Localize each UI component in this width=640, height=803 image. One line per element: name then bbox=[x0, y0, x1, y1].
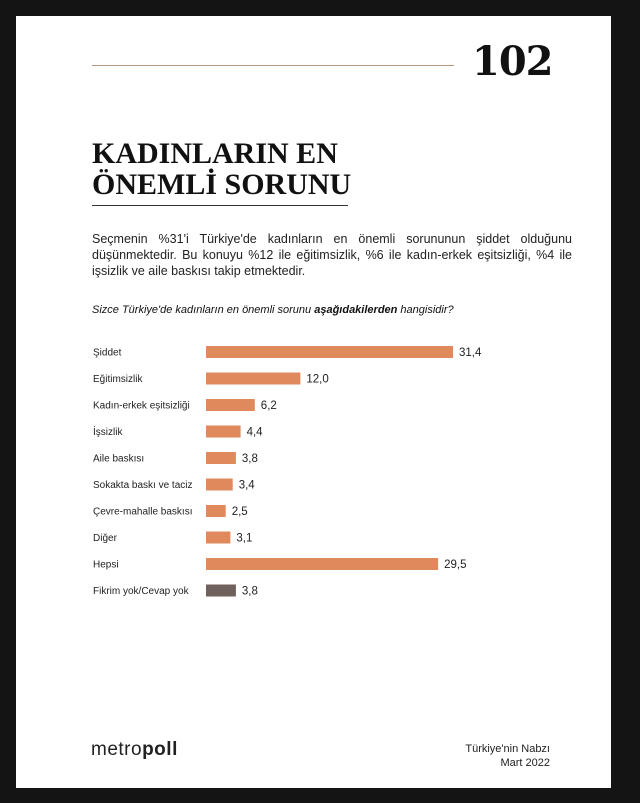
section-title-line-1: KADINLARIN EN bbox=[92, 137, 338, 170]
bar bbox=[206, 479, 233, 491]
value-label: 2,5 bbox=[231, 506, 248, 518]
source-date: Mart 2022 bbox=[500, 757, 550, 769]
bar bbox=[206, 585, 236, 597]
bar bbox=[206, 558, 438, 570]
value-label: 3,4 bbox=[238, 479, 255, 492]
bar bbox=[206, 532, 230, 544]
intro-paragraph: Seçmenin %31'i Türkiye'de kadınların en önemli sorununun şiddet olduğunu düşünmektedir. Bu konuyu %12 ile eğitimsizlik, %6 ile kadın-erkek eşitsizliği, %4 ile işsizlik ve aile baskısı takip etmektedir. bbox=[92, 232, 572, 278]
category-label: Sokakta baskı ve taciz bbox=[93, 480, 193, 491]
category-label: Eğitimsizlik bbox=[93, 374, 143, 385]
category-label: Hepsi bbox=[93, 559, 119, 571]
source-note bbox=[465, 742, 550, 770]
question-text-end: hangisidir? bbox=[397, 304, 454, 316]
question-text-start: Sizce Türkiye'de kadınların en önemli sorunu bbox=[92, 304, 315, 316]
bar bbox=[206, 452, 236, 464]
category-label: İşsizlik bbox=[93, 427, 123, 438]
value-label: 29,5 bbox=[444, 559, 467, 571]
bar bbox=[206, 505, 226, 517]
page-number: 102 bbox=[472, 38, 553, 85]
source-title: Türkiye'nin Nabzı bbox=[465, 743, 550, 755]
value-label: 6,2 bbox=[260, 400, 277, 412]
question-text-bold: aşağıdakilerden bbox=[314, 304, 398, 316]
category-label: Diğer bbox=[93, 533, 117, 544]
brand-bold-text: poll bbox=[142, 739, 178, 760]
value-label: 4,4 bbox=[246, 426, 263, 439]
bar bbox=[206, 373, 300, 385]
value-label: 3,8 bbox=[241, 453, 258, 465]
category-label: Aile baskısı bbox=[93, 453, 145, 465]
metropoll-logo bbox=[91, 739, 178, 761]
category-label: Fikrim yok/Cevap yok bbox=[93, 586, 189, 597]
bar bbox=[206, 346, 453, 358]
value-label: 31,4 bbox=[459, 347, 482, 359]
bar bbox=[206, 426, 241, 438]
brand-light-text: metro bbox=[91, 739, 143, 760]
value-label: 3,8 bbox=[241, 585, 258, 598]
bar bbox=[206, 399, 255, 411]
category-label: Şiddet bbox=[93, 347, 122, 359]
section-title-line-2: ÖNEMLİ SORUNU bbox=[92, 168, 352, 201]
category-label: Çevre-mahalle baskısı bbox=[93, 506, 193, 518]
report-page bbox=[16, 16, 611, 788]
value-label: 3,1 bbox=[236, 532, 253, 545]
value-label: 12,0 bbox=[306, 373, 329, 386]
category-label: Kadın-erkek eşitsizliği bbox=[93, 400, 190, 412]
bar-chart bbox=[16, 16, 611, 788]
